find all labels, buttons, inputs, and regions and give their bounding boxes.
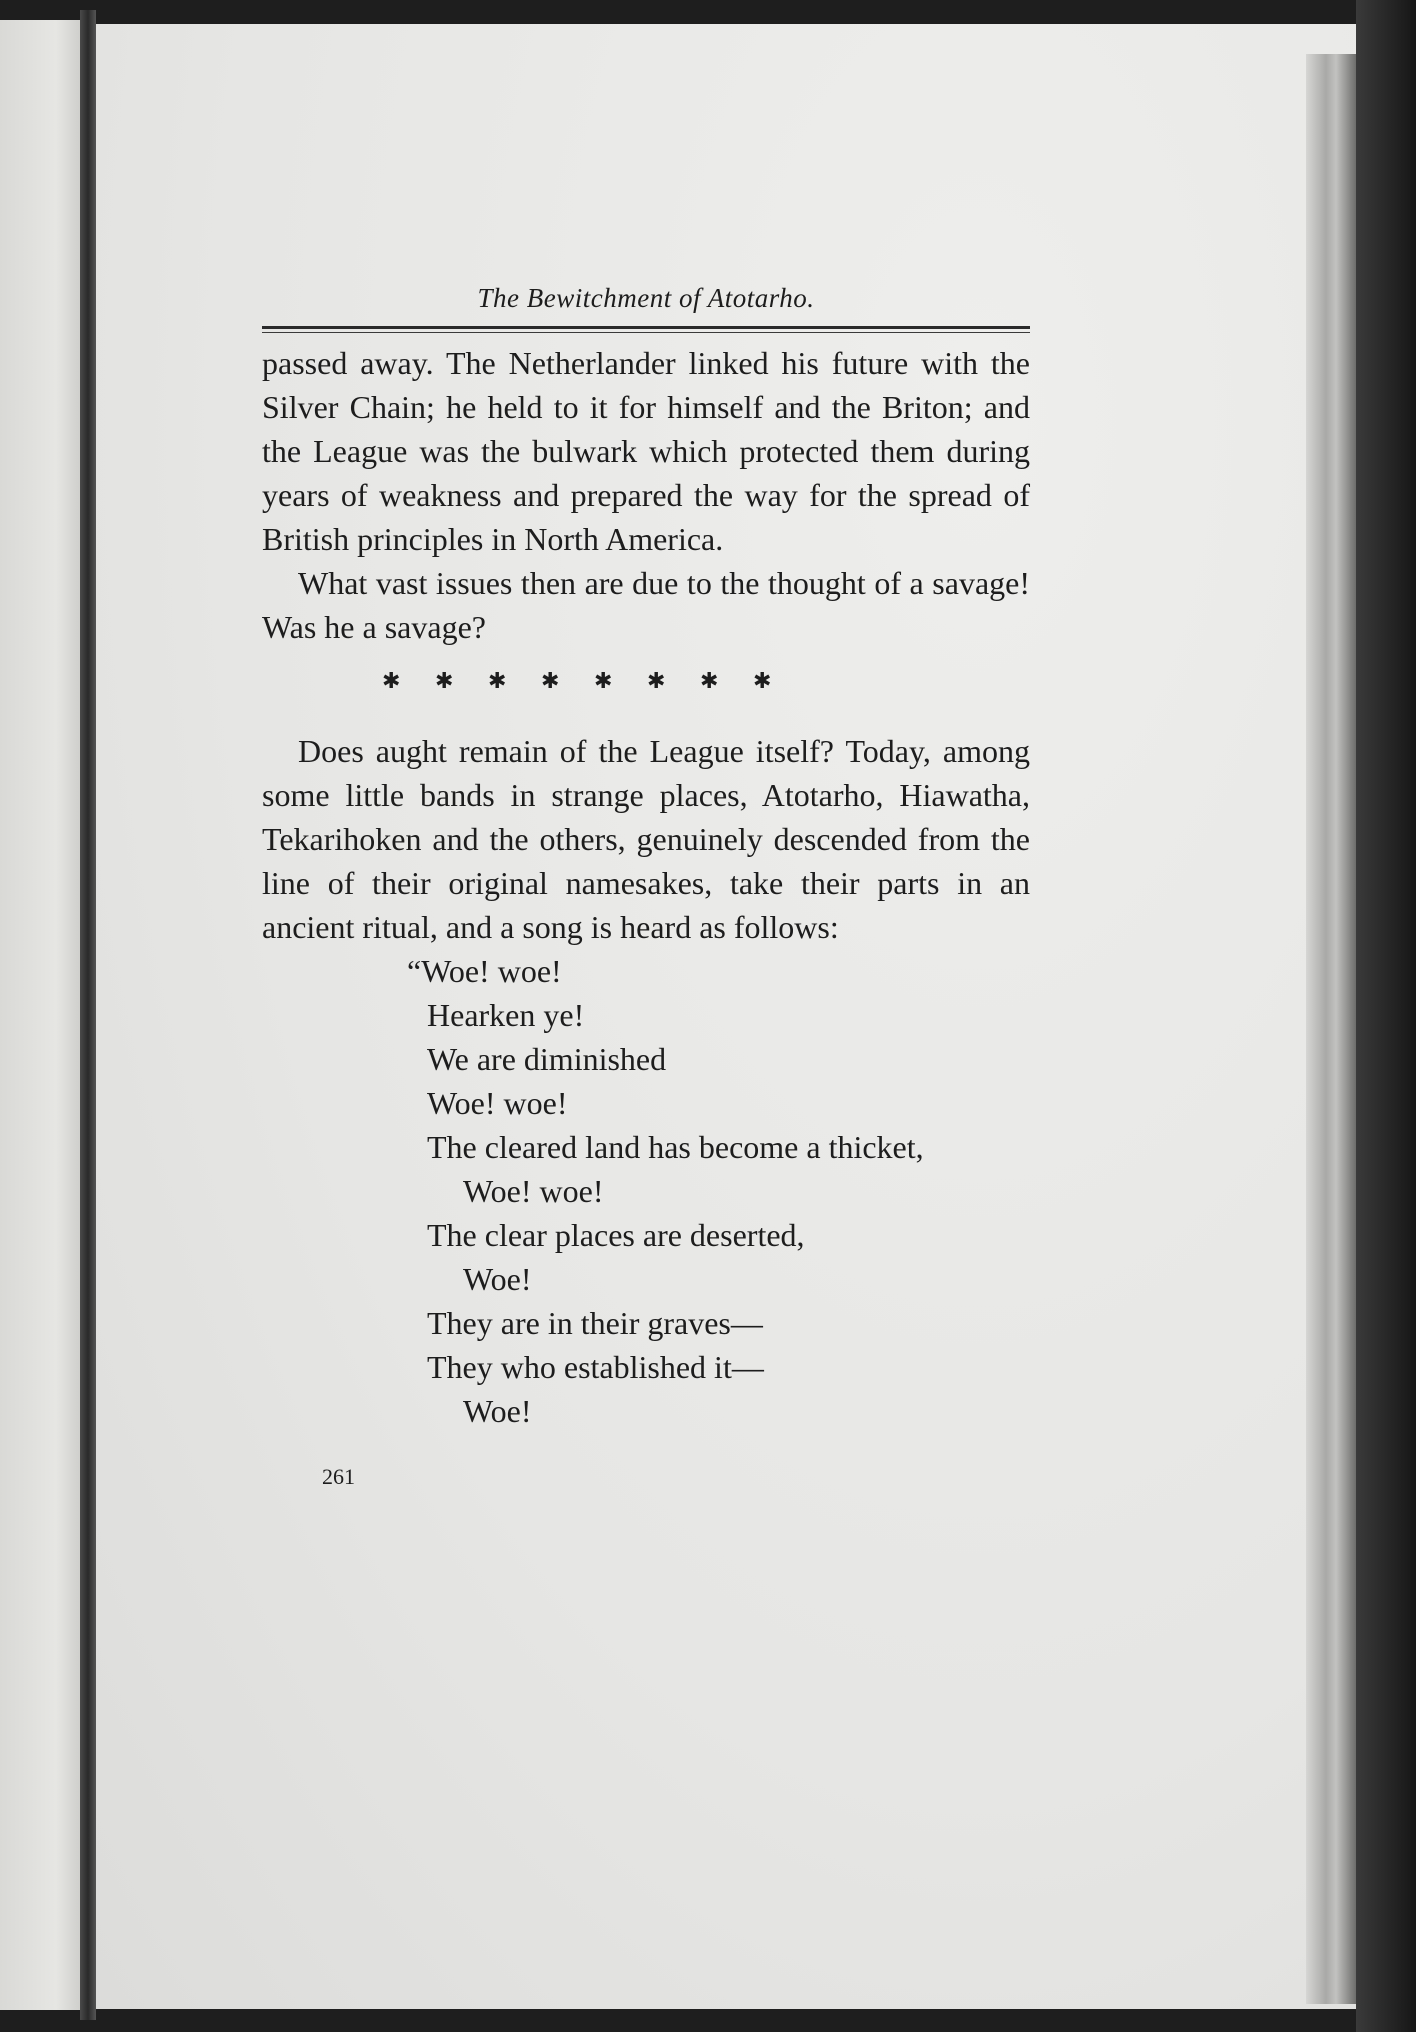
poem-line: They are in their graves— xyxy=(427,1305,763,1341)
poem-line: Woe! xyxy=(463,1261,532,1297)
poem-line: They who established it— xyxy=(427,1349,764,1385)
asterisk-ornament: ✱ xyxy=(594,668,613,693)
paragraph: passed away. The Netherlander linked his future with the Silver Chain; he held to it for himself and the Briton; and the League was the bulwark which protected them during years of weakness and prepared the way for the spread of British principles in North America. xyxy=(262,345,1030,557)
asterisk-ornament: ✱ xyxy=(488,668,507,693)
asterisk-ornament: ✱ xyxy=(647,668,666,693)
poem-line: Hearken ye! xyxy=(427,997,585,1033)
scan-border xyxy=(1356,0,1416,2032)
body-text xyxy=(262,341,1030,1499)
poem xyxy=(407,949,1030,1433)
poem-line: Woe! woe! xyxy=(463,1173,604,1209)
header-rule xyxy=(262,326,1030,333)
asterisk-ornament: ✱ xyxy=(382,668,401,693)
section-break xyxy=(262,659,1030,703)
poem-line: The clear places are deserted, xyxy=(427,1217,805,1253)
running-head: The Bewitchment of Atotarho. xyxy=(477,283,815,313)
poem-line: The cleared land has become a thicket, xyxy=(427,1129,924,1165)
asterisk-ornament: ✱ xyxy=(435,668,454,693)
poem-line: “Woe! woe! xyxy=(407,953,562,989)
asterisk-ornament: ✱ xyxy=(753,668,772,693)
page-text-block xyxy=(262,280,1030,1499)
poem-line: Woe! xyxy=(463,1393,532,1429)
asterisk-ornament: ✱ xyxy=(541,668,560,693)
facing-page-edge xyxy=(0,20,80,2010)
paragraph: Does aught remain of the League itself? Today, among some little bands in strange places, Atotarho, Hiawatha, Tekarihoken and the others, genuinely descended from the line of their original namesakes, take their parts in an ancient ritual, and a song is heard as follows: xyxy=(262,733,1030,945)
asterisk-ornament: ✱ xyxy=(700,668,719,693)
page-fore-edge xyxy=(1306,54,1356,2004)
poem-line: We are diminished xyxy=(427,1041,667,1077)
book-gutter xyxy=(80,10,96,2020)
paragraph: What vast issues then are due to the thought of a savage! Was he a savage? xyxy=(262,565,1030,645)
poem-line: Woe! woe! xyxy=(427,1085,568,1121)
page-number: 261 xyxy=(322,1464,355,1489)
